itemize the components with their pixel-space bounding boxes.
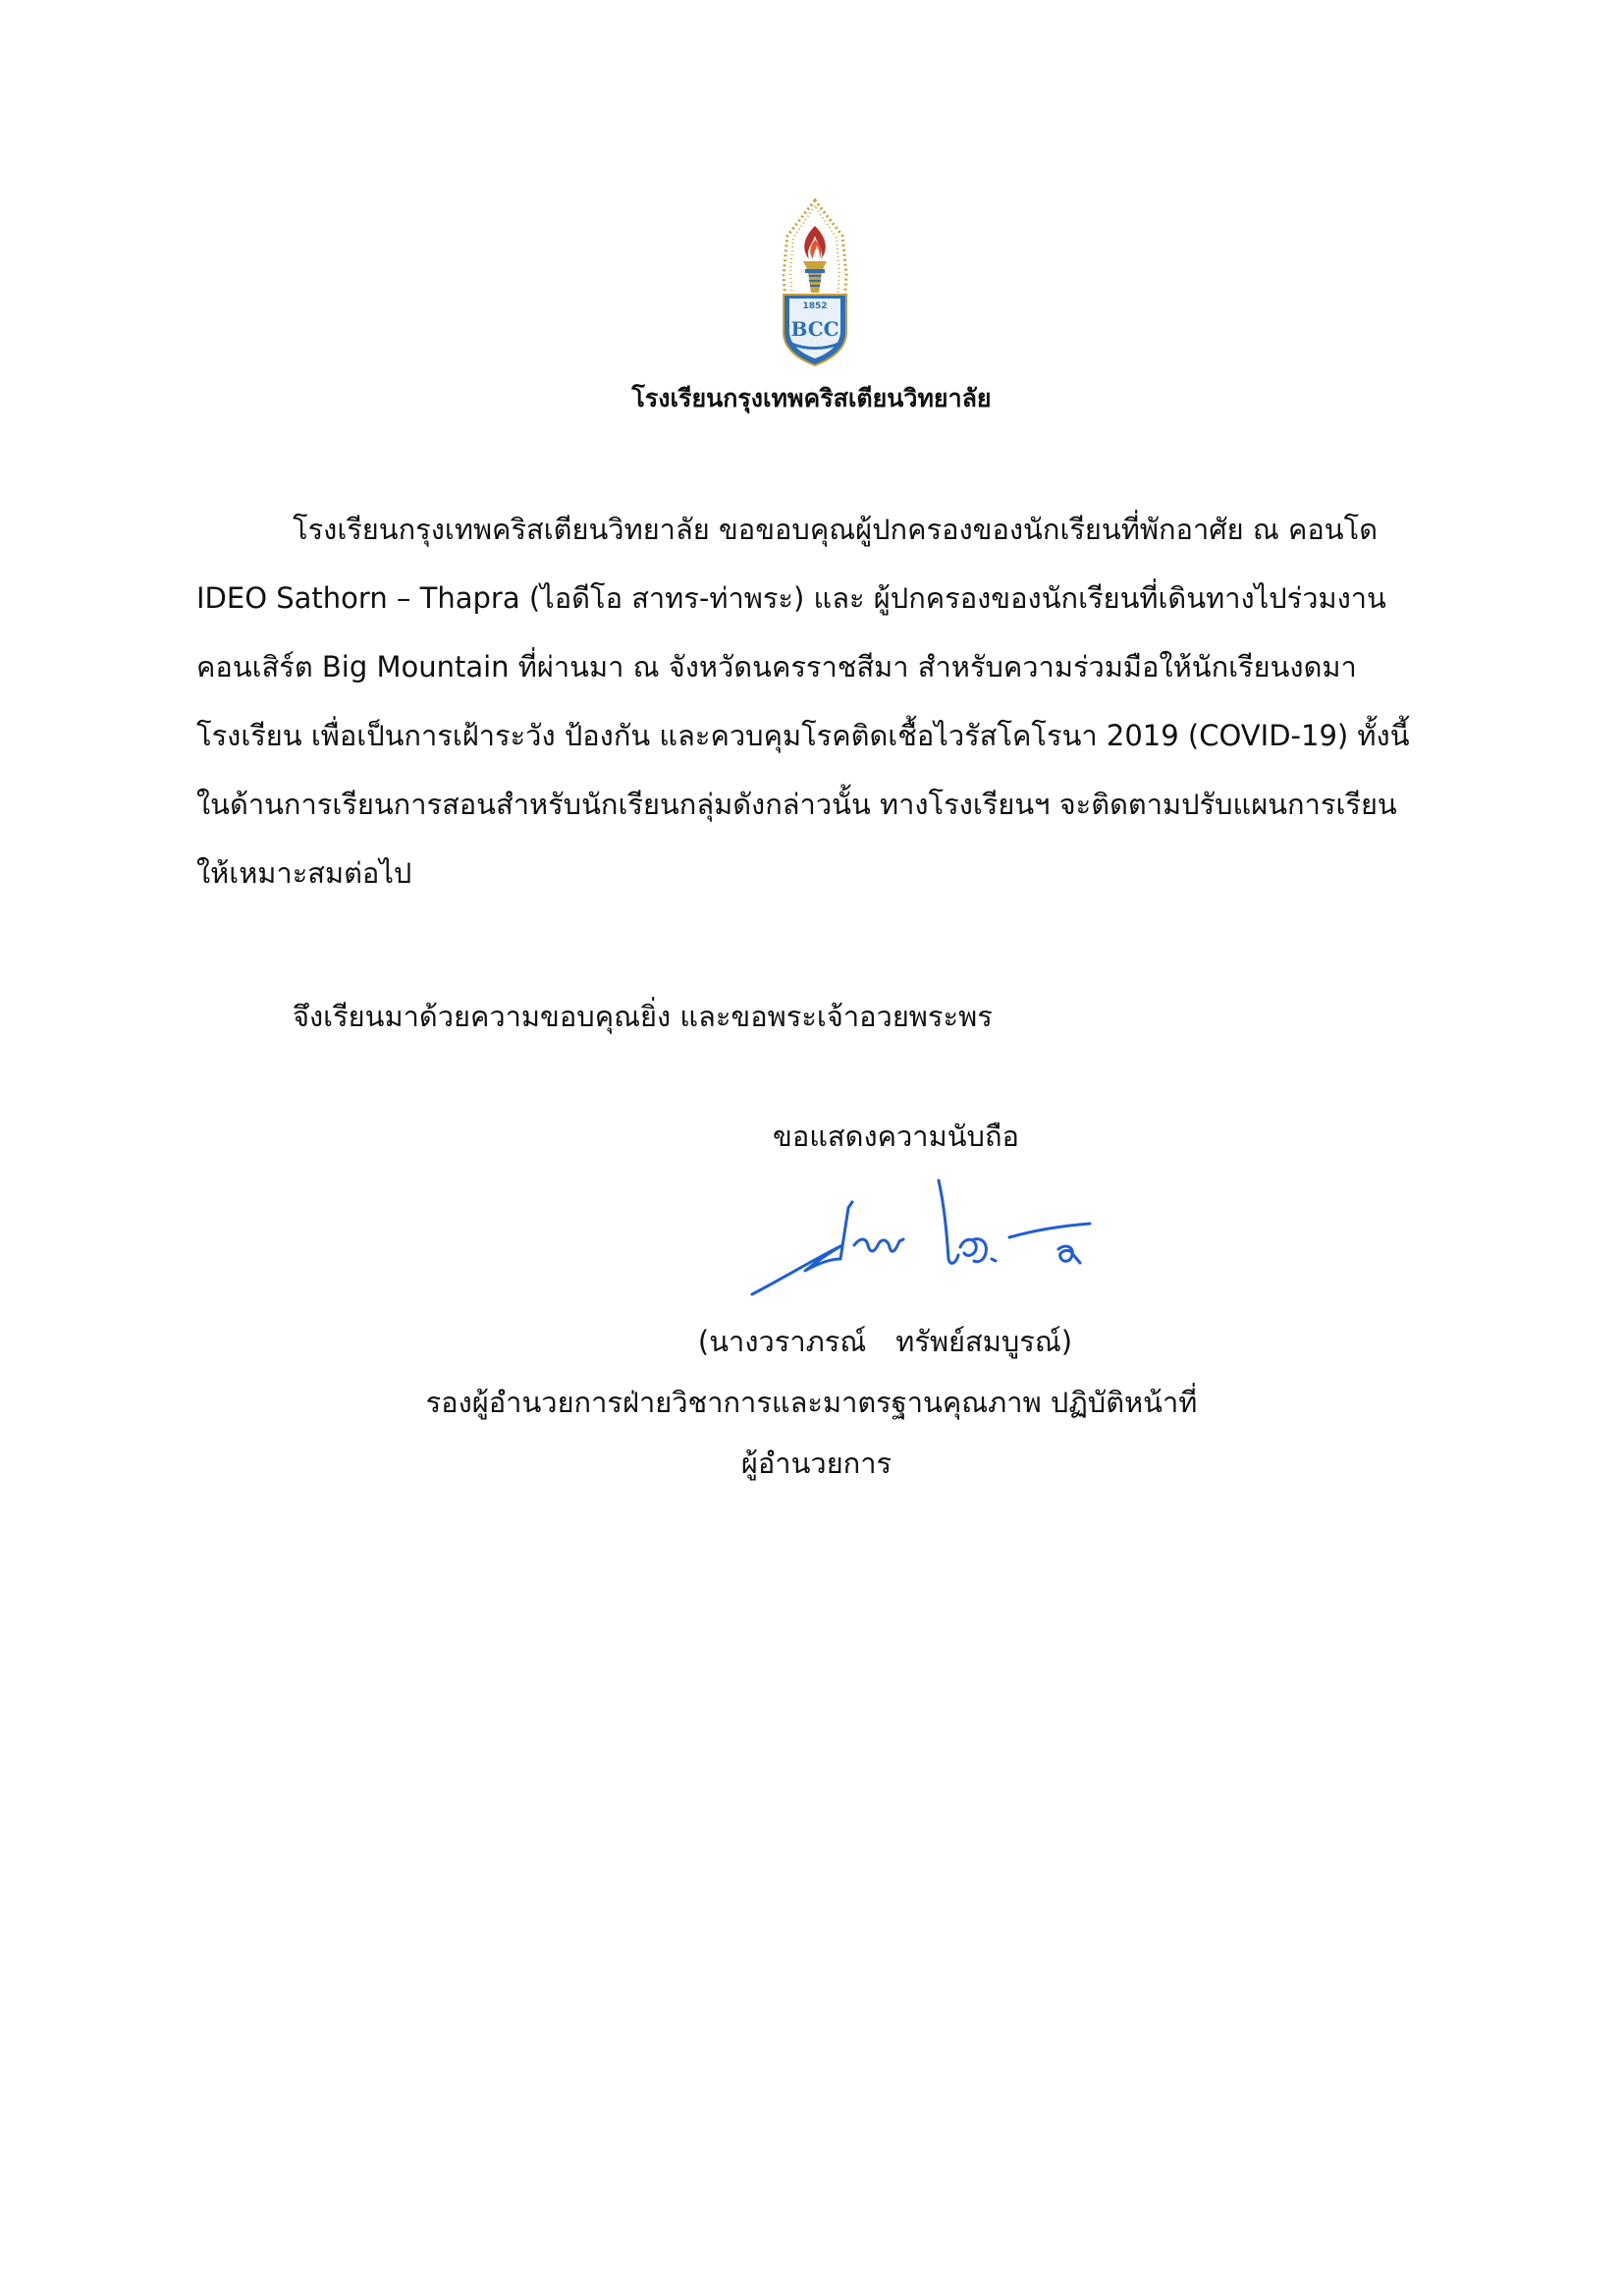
signer-role: รองผู้อำนวยการฝ่ายวิชาการและมาตรฐานคุณภาพ ปฏิบัติหน้าที่ <box>425 1386 1198 1419</box>
signer-name <box>0 1311 1623 1372</box>
body-line: คอนเสิร์ต Big Mountain ที่ผ่านมา ณ จังหวัดนครราชสีมา สำหรับความร่วมมือให้นักเรียนงดมา <box>196 650 1357 683</box>
signer-name-last: ทรัพย์สมบูรณ์) <box>895 1325 1073 1358</box>
signer-block <box>0 1311 1623 1494</box>
letter-body <box>196 495 1449 907</box>
signer-name-first: (นางวราภรณ์ <box>697 1325 867 1358</box>
school-crest-logo <box>776 196 854 371</box>
signer-role-director: ผู้อำนวยการ <box>740 1447 893 1480</box>
body-line: ให้เหมาะสมต่อไป <box>196 856 412 890</box>
handwritten-signature <box>746 1169 1109 1306</box>
body-line: ในด้านการเรียนการสอนสำหรับนักเรียนกลุ่มดังกล่าวนั้น ทางโรงเรียนฯ จะติดตามปรับแผนการเรียน <box>196 788 1397 821</box>
closing-sentence: จึงเรียนมาด้วยความขอบคุณยิ่ง และขอพระเจ้าอวยพระพร <box>293 1000 993 1033</box>
regards-line: ขอแสดงความนับถือ <box>773 1120 1019 1153</box>
body-line: โรงเรียน เพื่อเป็นการเฝ้าระวัง ป้องกัน และควบคุมโรคติดเชื้อไวรัสโคโรนา 2019 (COVID-19) ทั้งนี้ <box>196 719 1410 752</box>
body-line: โรงเรียนกรุงเทพคริสเตียนวิทยาลัย ขอขอบคุณผู้ปกครองของนักเรียนที่พักอาศัย ณ คอนโด <box>293 513 1379 546</box>
crest-initials: BCC <box>790 317 839 341</box>
body-line: IDEO Sathorn – Thapra (ไอดีโอ สาทร-ท่าพระ) และ ผู้ปกครองของนักเรียนที่เดินทางไปร่วมงาน <box>196 581 1386 615</box>
school-name-heading: โรงเรียนกรุงเทพคริสเตียนวิทยาลัย <box>631 384 992 412</box>
crest-year: 1852 <box>802 301 828 311</box>
